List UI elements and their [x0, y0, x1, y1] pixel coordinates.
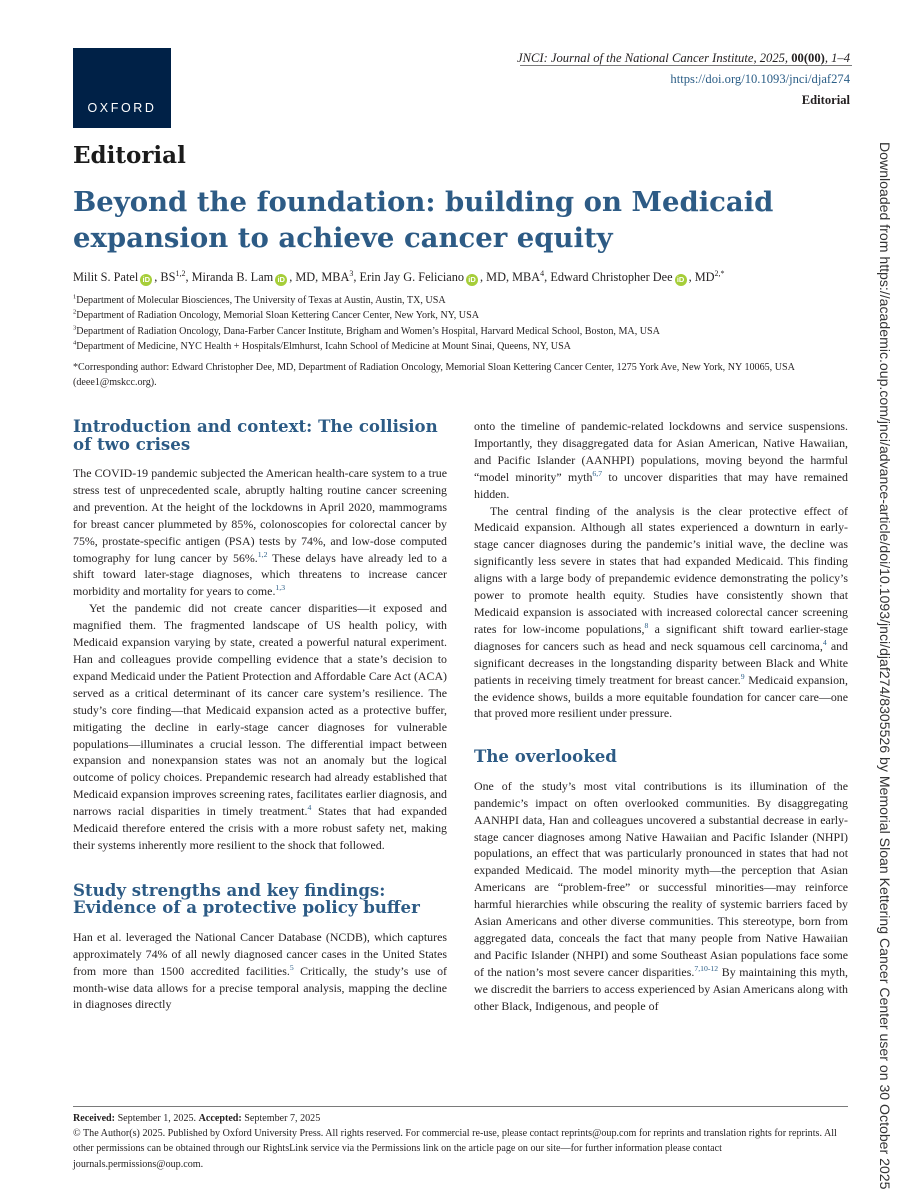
paragraph: One of the study’s most vital contributions is its illumination of the pandemic’s impact on often overlooked communities. By disaggregating AANHPI data, Han and colleagues uncovered a substantial decrease in early-stage cancer diagnoses among Native Hawaiian and Pacific Islander (NHPI) populations, an effect that was particularly pronounced in states that had not expanded Medicaid. The model minority myth—the perception that Asian Americans are “problem-free” or successful minorities—may reinforce harmful hierarchies while obscuring the reality of systemic barriers faced by Asian Americans and other diverse communities. This stereotype, born from aggregated data, conceals the fact that many people from Native Hawaiian and Pacific Islander (NHPI) and some Southeast Asian populations face some of the nation’s most severe cancer disparities.$^{7,10-12}$ By maintaining this myth, we discredit the barriers to access experienced by Asian Americans along with other Black, Indigenous, and people of: [474, 778, 848, 1013]
corresponding-author: *Corresponding author: Edward Christopher Dee, MD, Department of Radiation Oncology, Memorial Sloan Kettering Cancer Center, 1275 York Ave, New York, NY 10065, USA (deee1@mskcc.org).: [73, 362, 795, 389]
heading-study-strengths: Study strengths and key findings: Evidence of a protective policy buffer: [73, 879, 420, 918]
paragraph: Yet the pandemic did not create cancer disparities—it exposed and magnified them. The fragmented landscape of US health policy, with Medicaid expansion varying by state, created a powerful natural experiment. Han and colleagues provide compelling evidence that a state’s decision to expand Medicaid under the Patient Protection and Affordable Care Act (ACA) served as a critical determinant of its cancer care system’s resilience. The study’s core finding—that Medicaid expansion acted as a protective buffer, mitigating the decline in early-stage cancer diagnoses for vulnerable populations—illuminates a crucial lesson. The differential impact between expansion and nonexpansion states was not an anomaly but the logical outcome of policy choices. Prepandemic research had already established that Medicaid expansion improves screening rates, facilitates earlier diagnosis, and narrows racial disparities in timely treatment.$^4$ States that had expanded Medicaid therefore entered the crisis with a more robust safety net, making their systems inherently more resilient to the shock that followed.: [73, 601, 447, 852]
affiliation: $^4$Department of Medicine, NYC Health + Hospitals/Elmhurst, Icahn School of Medicine at Mount Sinai, Queens, NY, USA: [73, 339, 571, 353]
citation-link[interactable]: 8: [644, 620, 649, 630]
author-name: Milit S. Patel: [73, 270, 139, 284]
paragraph: The COVID-19 pandemic subjected the American health-care system to a true stress test of unprecedented scale, abruptly halting routine cancer screening and prevention. At the height of the lockdowns in April 2020, mammograms for breast cancer plummeted by 85%, colonoscopies for colorectal cancer by 75%, prostate-specific antigen (PSA) tests by 74%, and low-dose computed tomography for lung cancer by 56%.$^{1,2}$ These delays have already led to a shift toward later-stage diagnoses, which threatens to increase cancer morbidity and mortality for years to come.$^{1,3}$: [73, 466, 447, 599]
paragraph: Han et al. leveraged the National Cancer Database (NCDB), which captures approximately 74% of all newly diagnosed cancer cases in the United States from more than 1500 accredited facilities.$^5$ Critically, the study’s use of month-wise data allows for a precise temporal analysis, mapping the decline in diagnoses directly: [73, 929, 448, 1012]
citation-link[interactable]: 5: [289, 962, 294, 972]
author-list: Milit S. Patel iD , BS$^{1,2}$, Miranda B. Lam iD , MD, MBA$^3$, Erin Jay G. Feliciano iD , MD, MBA$^4$, Edward Christopher Dee iD , $MD^{2,*}$: [73, 268, 725, 284]
copyright-notice: © The Author(s) 2025. Published by Oxford University Press. All rights reserved. For commercial re-use, please contact reprints@oup.com for reprints and translation rights for reprints. All other permissions can be obtained through our RightsLink service via the Permissions link on the article page on our site—for further information please contact journals.permissions@oup.com.: [73, 1128, 837, 1170]
heading-introduction: Introduction and context: The collision of two crises: [73, 416, 438, 454]
citation-link[interactable]: 4: [307, 803, 312, 813]
article-title: Beyond the foundation: building on Medicaid expansion to achieve cancer equity: [73, 186, 774, 254]
citation-link[interactable]: 9: [740, 671, 745, 681]
doi-link[interactable]: https://doi.org/10.1093/jnci/djaf274: [670, 72, 850, 86]
body-column-left: [73, 418, 447, 1013]
journal-citation: JNCI: Journal of the National Cancer Institute, 2025, 00(00), 1–4: [516, 51, 850, 65]
affiliations: [73, 293, 853, 355]
body-column-right: [474, 418, 848, 1015]
orcid-icon[interactable]: iD: [675, 274, 687, 286]
citation-link[interactable]: 4: [822, 637, 827, 647]
journal-header: [517, 48, 850, 111]
affiliation: $^3$Department of Radiation Oncology, Dana-Farber Cancer Institute, Brigham and Women’s Hospital, Harvard Medical School, Boston, MA, USA: [73, 324, 660, 337]
heading-overlooked: The overlooked: [474, 746, 617, 767]
section-label: Editorial: [73, 142, 186, 169]
orcid-icon[interactable]: iD: [275, 274, 287, 286]
citation-link[interactable]: 6,7: [592, 468, 603, 478]
author-name: Erin Jay G. Feliciano: [359, 270, 465, 284]
logo-text: OXFORD: [87, 101, 157, 115]
affiliation: $^1$Department of Molecular Biosciences, The University of Texas at Austin, Austin, TX, USA: [73, 293, 446, 306]
affiliation: $^2$Department of Radiation Oncology, Memorial Sloan Kettering Cancer Center, New York, NY, USA: [73, 309, 479, 322]
article-type: Editorial: [801, 93, 850, 107]
citation-link[interactable]: 1,3: [275, 583, 286, 593]
download-watermark: Downloaded from https://academic.oup.com/jnci/advance-article/doi/10.1093/jnci/djaf274/8305526 by Memorial Sloan Kettering Cancer Center user on 30 October 2025: [877, 142, 893, 1190]
orcid-icon[interactable]: iD: [140, 274, 152, 286]
paragraph: The central finding of the analysis is the clear protective effect of Medicaid expansion. Although all states experienced a downturn in early-stage cancer diagnoses during the pandemic’s initial wave, the decline was significantly less severe in states that had expanded Medicaid. This finding aligns with a large body of prepandemic evidence demonstrating the policy’s power to promote health equity. Studies have consistently shown that Medicaid expansion is associated with increased colorectal cancer screening rates for low-income populations,$^8$ a significant shift toward earlier-stage diagnoses for cancers such as head and neck squamous cell carcinoma,$^4$ and significant decreases in the longstanding disparity between Black and White patients in receiving timely treatment for breast cancer.$^9$ Medicaid expansion, the evidence shows, builds a more equitable foundation for cancer care—one that proved more resilient under pressure.: [474, 503, 848, 721]
citation-link[interactable]: 7,10-12: [694, 963, 719, 973]
citation-link[interactable]: 1,2: [257, 549, 268, 559]
oxford-logo[interactable]: [73, 48, 171, 128]
author-name: Miranda B. Lam: [191, 270, 274, 284]
paragraph: onto the timeline of pandemic-related lockdowns and service suspensions. Importantly, they disaggregated data for Asian American, Native Hawaiian, and Pacific Islander (AANHPI) populations, moving beyond the harmful “model minority” myth$^{6,7}$ to uncover disparities that may have remained hidden.: [474, 419, 848, 501]
dates: Received: September 1, 2025. Accepted: September 7, 2025: [73, 1113, 321, 1124]
article-footer: [73, 1111, 843, 1172]
author-name: Edward Christopher Dee: [550, 270, 673, 284]
orcid-icon[interactable]: iD: [466, 274, 478, 286]
footer-rule: [73, 1106, 848, 1107]
